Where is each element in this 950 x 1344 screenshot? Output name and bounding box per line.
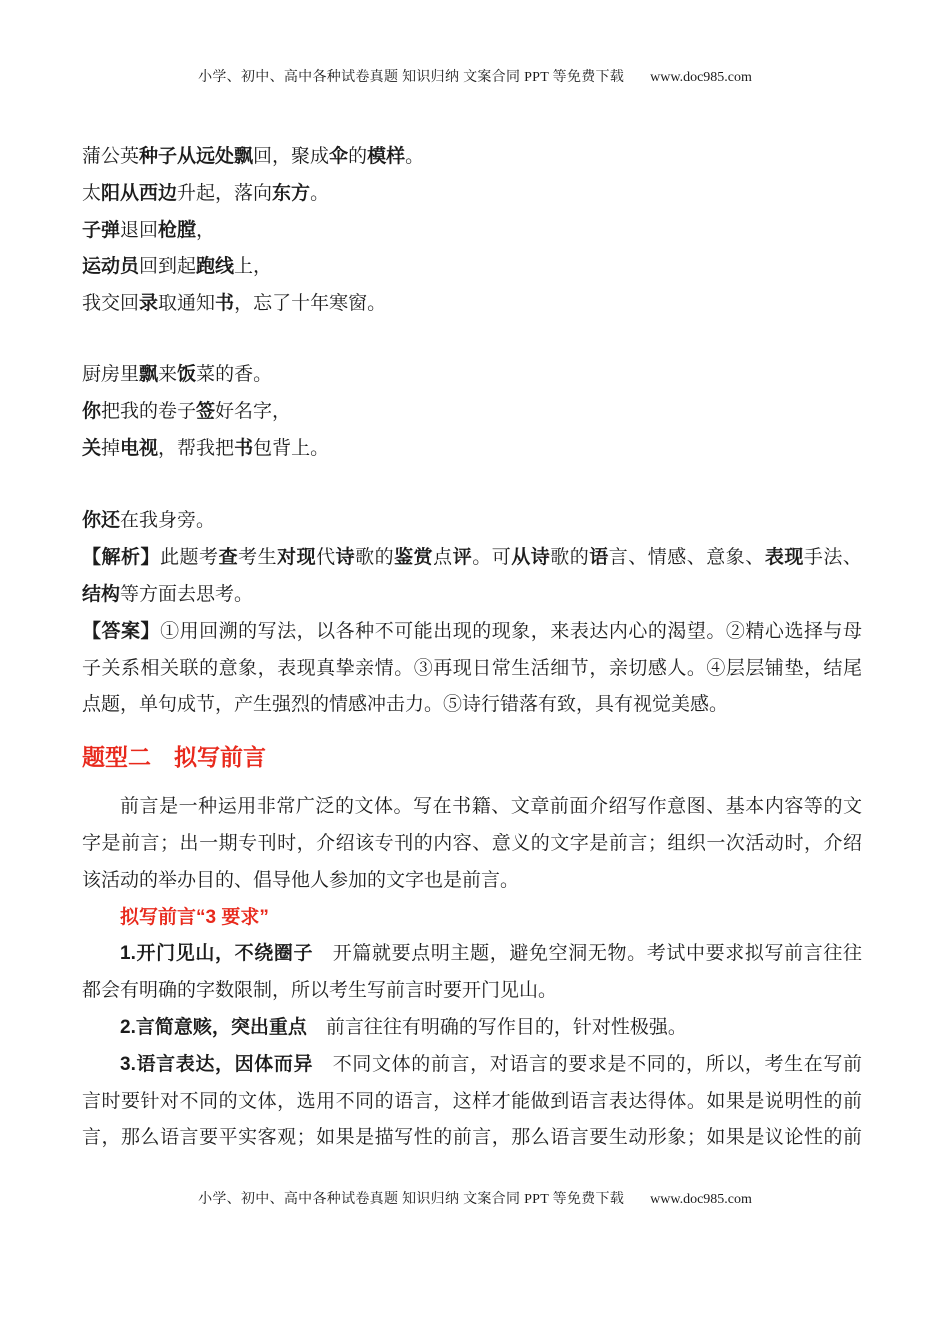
section-heading: 题型二 拟写前言 [82, 744, 266, 771]
intro-line-2 [82, 826, 862, 863]
emphasized-text: 书 [234, 437, 254, 459]
emphasized-text: 【解析】 [82, 547, 161, 569]
poem-line-6 [82, 357, 862, 394]
text-run: 言、情感、意象、 [608, 547, 765, 569]
text-run: 手法、 [803, 547, 862, 569]
text-run: 歌的 [355, 547, 395, 569]
item3-line-1 [82, 1047, 862, 1084]
document-body [82, 139, 862, 1157]
page-header [0, 68, 950, 88]
item1-line-1 [82, 936, 862, 973]
item3-line-2 [82, 1084, 862, 1121]
text-run: 代 [316, 547, 336, 569]
text-run: 回到起 [139, 256, 197, 278]
emphasized-text: 关 [82, 437, 102, 459]
header-text: 小学、初中、高中各种试卷真题 知识归纳 文案合同 PPT 等免费下载 [198, 70, 625, 85]
page-footer [0, 1190, 950, 1210]
answer-line-3 [82, 687, 862, 724]
section-subheading: 拟写前言“3 要求” [120, 906, 269, 928]
item2-line-1 [82, 1010, 862, 1047]
text-run: 歌的 [550, 547, 590, 569]
emphasized-text: 1.开门见山，不绕圈子 [120, 943, 314, 965]
text-run: 的 [348, 146, 368, 167]
emphasized-text: 结构 [82, 583, 121, 605]
text-run: 考生 [238, 547, 278, 569]
answer-line-1 [82, 614, 862, 651]
text-run: 蒲公英 [82, 146, 140, 167]
emphasized-text: 跑线 [196, 256, 235, 278]
text-run: 升起，落向 [177, 182, 273, 204]
emphasized-text: 诗 [335, 547, 356, 569]
emphasized-text: 子弹 [82, 219, 121, 241]
text-run: 掉 [101, 437, 121, 459]
text-run: ，忘了十年寒窗。 [234, 293, 387, 315]
text-run: 把我的卷子 [101, 400, 197, 422]
emphasized-text: 签 [196, 400, 216, 422]
emphasized-text: 你 [82, 400, 102, 422]
analysis-line-2 [82, 577, 862, 614]
emphasized-text: 运动员 [82, 256, 140, 278]
emphasized-text: 表现 [764, 547, 804, 569]
poem-line-5 [82, 286, 862, 323]
intro-line-1 [82, 789, 862, 826]
emphasized-text: 电视 [120, 437, 159, 459]
text-run: 取通知 [158, 293, 216, 315]
emphasized-text: 饭 [177, 363, 197, 385]
text-run: 子关系相关联的意象，表现真挚亲情。③再现日常生活细节，亲切感人。④层层铺垫，结尾 [82, 657, 862, 679]
text-run: 该活动的举办目的、倡导他人参加的文字也是前言。 [82, 869, 520, 891]
emphasized-text: 鉴赏 [394, 547, 434, 569]
emphasized-text: 模样 [367, 146, 406, 167]
footer-site-url: www.doc985.com [650, 1192, 752, 1207]
text-run: 。可 [472, 547, 512, 569]
emphasized-text: 阳从西边 [101, 182, 178, 204]
text-run: 退回 [120, 219, 159, 241]
emphasized-text: 评 [452, 547, 473, 569]
text-run: 。 [405, 146, 425, 167]
text-run: 来 [158, 363, 178, 385]
text-run: 。 [310, 182, 330, 204]
emphasized-text: 查 [218, 547, 239, 569]
answer-line-2 [82, 651, 862, 688]
text-run: ， [196, 219, 216, 241]
emphasized-text: 语 [589, 547, 609, 569]
text-run: 好名字， [215, 400, 292, 422]
text-run: 此题考 [160, 547, 219, 569]
emphasized-text: 3.语言表达，因体而异 [120, 1053, 314, 1075]
text-run: 前言往往有明确的写作目的，针对性极强。 [306, 1016, 687, 1038]
footer-text: 小学、初中、高中各种试卷真题 知识归纳 文案合同 PPT 等免费下载 [198, 1192, 625, 1207]
emphasized-text: 对现 [277, 547, 317, 569]
analysis-line-1 [82, 540, 862, 577]
text-run: 不同文体的前言，对语言的要求是不同的，所以，考生在写前 [313, 1053, 862, 1075]
text-run: 都会有明确的字数限制，所以考生写前言时要开门见山。 [82, 980, 558, 1002]
text-run: 言时要针对不同的文体，选用不同的语言，这样才能做到语言表达得体。如果是说明性的前 [82, 1090, 862, 1112]
text-run: 包背上。 [253, 437, 330, 459]
emphasized-text: 飘 [139, 363, 159, 385]
text-run: 太 [82, 182, 102, 204]
text-run: 点 [433, 547, 453, 569]
text-run: 点题，单句成节，产生强烈的情感冲击力。⑤诗行错落有致，具有视觉美感。 [82, 694, 729, 716]
poem-line-1 [82, 139, 862, 176]
header-site-url: www.doc985.com [650, 70, 752, 85]
emphasized-text: 伞 [329, 146, 349, 167]
emphasized-text: 录 [139, 293, 159, 315]
text-run: 等方面去思考。 [120, 583, 254, 605]
emphasized-text: 种子从远处飘 [139, 146, 254, 167]
emphasized-text: 枪膛 [158, 219, 197, 241]
text-run: 字是前言；出一期专刊时，介绍该专刊的内容、意义的文字是前言；组织一次活动时，介绍 [82, 832, 862, 854]
poem-line-3 [82, 213, 862, 250]
text-run: ，帮我把 [158, 437, 235, 459]
poem-line-9 [82, 503, 862, 540]
text-run: 上， [234, 256, 273, 278]
text-run: 前言是一种运用非常广泛的文体。写在书籍、文章前面介绍写作意图、基本内容等的文 [120, 796, 862, 818]
item3-line-3 [82, 1120, 862, 1157]
text-run: 菜的香。 [196, 363, 273, 385]
poem-line-4 [82, 249, 862, 286]
poem-line-2 [82, 176, 862, 213]
emphasized-text: 2.言简意赅，突出重点 [120, 1016, 307, 1038]
emphasized-text: 【答案】 [82, 620, 161, 642]
intro-line-3 [82, 863, 862, 900]
text-run: 开篇就要点明主题，避免空洞无物。考试中要求拟写前言往往 [313, 943, 862, 965]
text-run: ①用回溯的写法，以各种不可能出现的现象，来表达内心的渴望。②精心选择与母 [160, 620, 862, 642]
emphasized-text: 书 [215, 293, 235, 315]
emphasized-text: 东方 [272, 182, 311, 204]
text-run: 言，那么语言要平实客观；如果是描写性的前言，那么语言要生动形象；如果是议论性的前 [82, 1127, 862, 1149]
text-run: 在我身旁。 [120, 510, 216, 532]
poem-line-8 [82, 431, 862, 468]
text-run: 厨房里 [82, 363, 140, 385]
text-run: 我交回 [82, 293, 140, 315]
poem-line-7 [82, 394, 862, 431]
text-run: 回，聚成 [253, 146, 330, 167]
emphasized-text: 你还 [82, 510, 121, 532]
item1-line-2 [82, 973, 862, 1010]
emphasized-text: 从诗 [511, 547, 551, 569]
